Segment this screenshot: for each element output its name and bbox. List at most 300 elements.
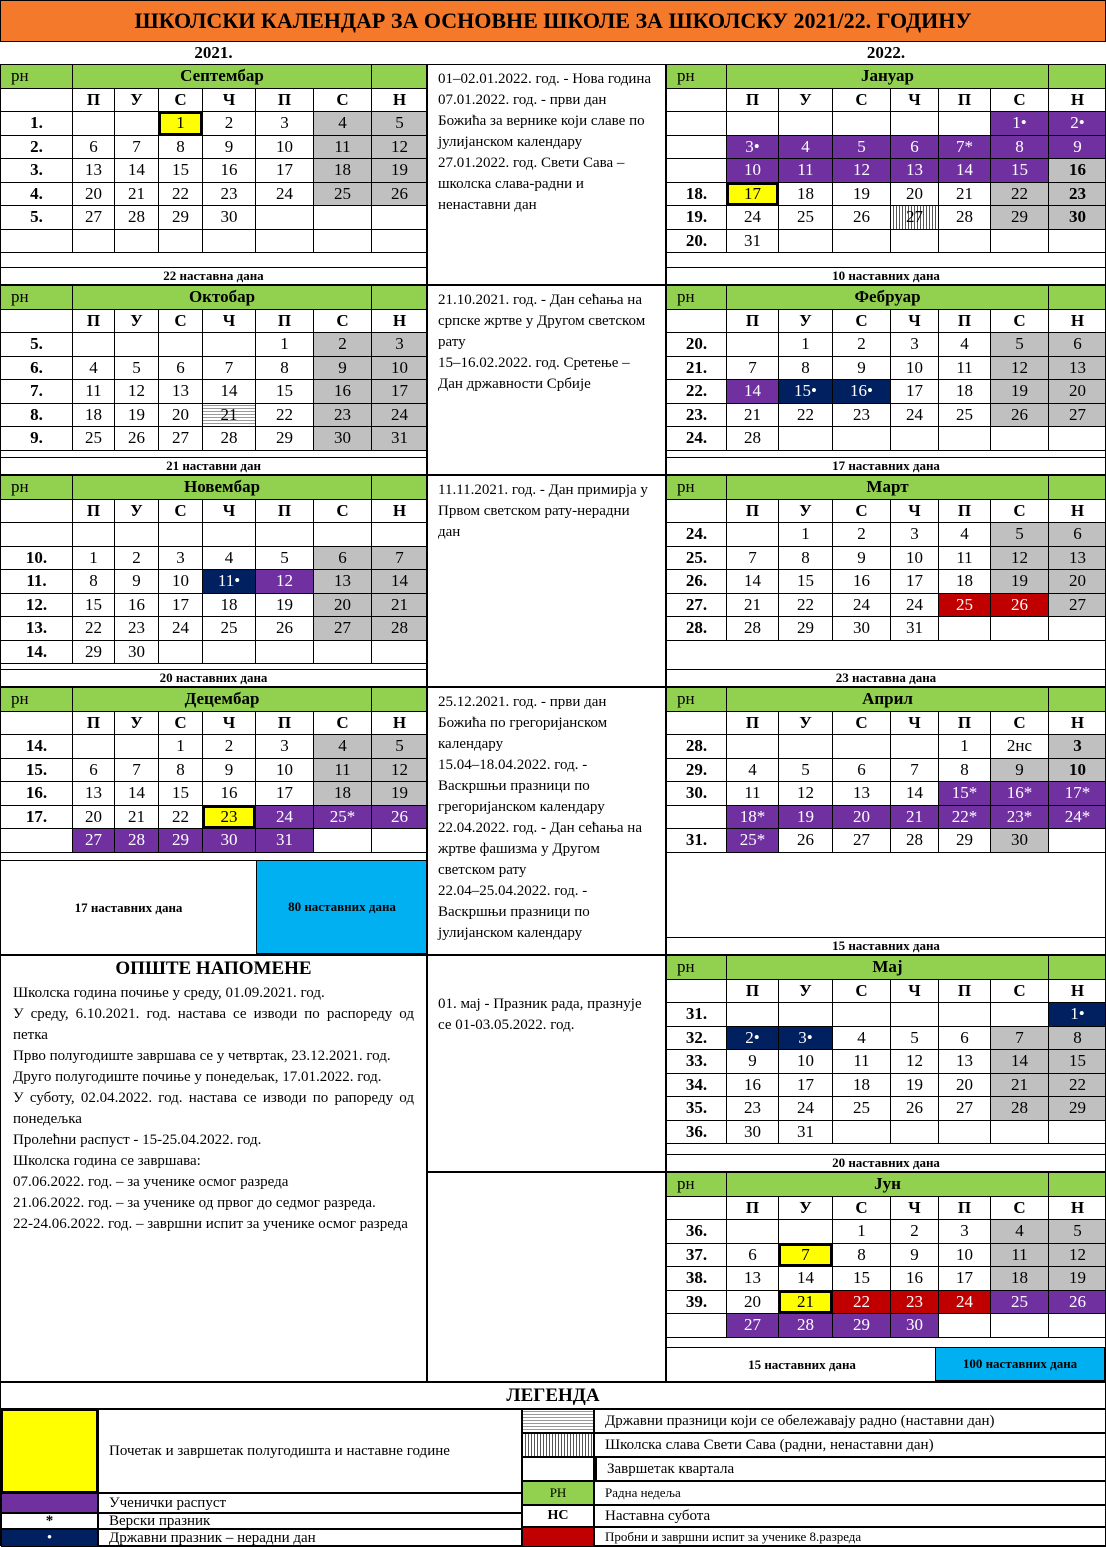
day-cell: 26: [1048, 1290, 1106, 1315]
week-number: 8.: [0, 403, 73, 428]
day-cell: [726, 332, 779, 357]
day-cell: 14: [890, 781, 939, 806]
year-total: 100 наставних дана: [935, 1347, 1105, 1381]
day-header: У: [778, 979, 833, 1004]
day-cell: 14: [371, 569, 427, 594]
day-cell: 8: [158, 758, 203, 783]
day-cell: 16*: [990, 781, 1049, 806]
day-cell: 10: [158, 569, 203, 594]
general-note-line: Школска година се завршава:: [13, 1153, 201, 1169]
week-number: 33.: [666, 1049, 727, 1074]
day-cell: 29: [778, 616, 833, 641]
day-header: П: [938, 711, 991, 736]
day-cell: 10: [726, 158, 779, 183]
day-header: П: [726, 979, 779, 1004]
week-number: [666, 158, 727, 183]
day-cell: 10: [371, 356, 427, 381]
week-number: 1.: [0, 111, 73, 136]
day-cell: 17: [158, 593, 203, 618]
month-name: Децембар: [72, 687, 372, 712]
day-cell: [1048, 426, 1106, 451]
legend-swatch-yellow: [1, 1409, 98, 1493]
day-cell: 20: [158, 403, 203, 428]
month-name: Новембар: [72, 475, 372, 500]
day-cell: 12: [778, 781, 833, 806]
day-cell: 25: [313, 182, 372, 207]
day-cell: 4: [832, 1026, 891, 1051]
day-cell: 3•: [778, 1026, 833, 1051]
general-note-line: У суботу, 02.04.2022. год. настава се изводи по рапореду од понедељка: [13, 1090, 414, 1127]
day-cell: 9: [313, 356, 372, 381]
week-number: 10.: [0, 546, 73, 571]
day-cell: [1048, 616, 1106, 641]
day-cell: [72, 229, 115, 254]
day-cell: 14: [114, 158, 159, 183]
day-cell: 18: [202, 593, 256, 618]
week-number: 16.: [0, 781, 73, 806]
day-cell: 11: [778, 158, 833, 183]
rn-label: рн: [666, 955, 727, 980]
day-cell: 18: [938, 379, 991, 404]
day-cell: 2•: [726, 1026, 779, 1051]
day-cell: 1: [158, 734, 203, 759]
day-cell: [114, 229, 159, 254]
legend-swatch-hatch: [522, 1409, 594, 1433]
week-number: 14.: [0, 734, 73, 759]
day-cell: 2: [313, 332, 372, 357]
day-cell: 13: [72, 158, 115, 183]
day-cell: 10: [890, 546, 939, 571]
day-header: Ч: [202, 711, 256, 736]
week-number: 38.: [666, 1266, 727, 1291]
day-cell: 6: [72, 758, 115, 783]
day-header: С: [313, 309, 372, 334]
day-cell: 16•: [832, 379, 891, 404]
legend-heading: ЛЕГЕНДА: [1, 1383, 1105, 1409]
day-cell: [1048, 1313, 1106, 1338]
day-cell: [114, 111, 159, 136]
day-cell: 26: [990, 403, 1049, 428]
day-cell: 23: [832, 403, 891, 428]
day-cell: [990, 1002, 1049, 1027]
day-cell: [990, 426, 1049, 451]
day-header: П: [72, 309, 115, 334]
day-cell: 25: [832, 1096, 891, 1121]
day-cell: [938, 426, 991, 451]
day-cell: 14: [938, 158, 991, 183]
day-cell: 10: [1048, 758, 1106, 783]
day-cell: 25: [938, 593, 991, 618]
blank: [666, 1196, 727, 1221]
day-header: У: [778, 711, 833, 736]
day-cell: 8: [990, 135, 1049, 160]
day-cell: 22*: [938, 805, 991, 830]
week-number: 37.: [666, 1243, 727, 1268]
week-number: 2.: [0, 135, 73, 160]
day-cell: 29: [990, 205, 1049, 230]
note-empty: [427, 1172, 666, 1382]
blank: [0, 309, 73, 334]
rn-label: рн: [666, 687, 727, 712]
day-cell: 6: [726, 1243, 779, 1268]
day-cell: 25: [72, 426, 115, 451]
month-name: Фебруар: [726, 285, 1049, 310]
day-cell: 22: [158, 182, 203, 207]
day-cell: [778, 426, 833, 451]
day-cell: 17: [890, 569, 939, 594]
day-header: П: [938, 979, 991, 1004]
day-cell: 28: [890, 828, 939, 853]
day-cell: 11: [313, 135, 372, 160]
general-note-line: Школска година почиње у среду, 01.09.2021. год.: [13, 985, 325, 1001]
day-cell: [990, 1120, 1049, 1145]
day-cell: 19: [832, 182, 891, 207]
week-number: 39.: [666, 1290, 727, 1315]
legend-start-end: Почетак и завршетак полугодишта и наставне године: [98, 1409, 522, 1493]
day-cell: 29: [158, 828, 203, 853]
day-cell: 21: [114, 805, 159, 830]
day-cell: 11: [726, 781, 779, 806]
day-cell: 6: [313, 546, 372, 571]
day-cell: 17: [938, 1266, 991, 1291]
month-name: Септембар: [72, 64, 372, 89]
day-cell: [778, 229, 833, 254]
day-cell: 2: [832, 332, 891, 357]
day-header: С: [832, 88, 891, 113]
day-cell: 13: [313, 569, 372, 594]
day-cell: [1048, 1120, 1106, 1145]
week-number: 24.: [666, 426, 727, 451]
day-header: С: [990, 1196, 1049, 1221]
day-header: П: [938, 499, 991, 524]
december-footer-left: 17 наставних дана: [1, 860, 256, 954]
day-cell: 15•: [778, 379, 833, 404]
day-cell: [313, 640, 372, 665]
header-spacer: [1048, 687, 1106, 712]
day-cell: 25: [990, 1290, 1049, 1315]
day-cell: 3: [158, 546, 203, 571]
day-cell: [890, 229, 939, 254]
legend-swatch-ns: НС: [522, 1505, 594, 1527]
day-cell: 8: [778, 356, 833, 381]
day-header: У: [114, 711, 159, 736]
day-header: П: [938, 88, 991, 113]
day-cell: 28: [938, 205, 991, 230]
day-cell: 19: [255, 593, 314, 618]
day-cell: 24: [938, 1290, 991, 1315]
day-cell: [990, 1313, 1049, 1338]
day-cell: 1: [255, 332, 314, 357]
day-cell: 29: [832, 1313, 891, 1338]
day-cell: 5: [255, 546, 314, 571]
day-cell: 4: [726, 758, 779, 783]
day-cell: [938, 616, 991, 641]
day-header: Н: [371, 499, 427, 524]
day-cell: 20: [938, 1073, 991, 1098]
day-cell: 26: [255, 616, 314, 641]
day-cell: 21: [778, 1290, 833, 1315]
day-cell: [726, 522, 779, 547]
week-number: 18.: [666, 182, 727, 207]
day-header: С: [832, 711, 891, 736]
day-cell: 3: [371, 332, 427, 357]
day-cell: 5: [1048, 1219, 1106, 1244]
day-header: С: [832, 499, 891, 524]
day-header: П: [255, 88, 314, 113]
day-header: С: [313, 88, 372, 113]
month-name: Март: [726, 475, 1049, 500]
day-header: С: [158, 88, 203, 113]
day-cell: 6: [158, 356, 203, 381]
week-number: 32.: [666, 1026, 727, 1051]
day-cell: 18: [313, 158, 372, 183]
day-cell: 26: [114, 426, 159, 451]
day-header: П: [255, 309, 314, 334]
day-cell: 9: [1048, 135, 1106, 160]
week-number: [666, 1313, 727, 1338]
day-cell: 8: [255, 356, 314, 381]
day-cell: 5: [990, 332, 1049, 357]
day-cell: 23: [890, 1290, 939, 1315]
month-footer: 20 наставних дана: [667, 1154, 1105, 1171]
day-cell: 5: [114, 356, 159, 381]
day-cell: 14: [202, 379, 256, 404]
day-header: Ч: [202, 88, 256, 113]
day-cell: 1: [938, 734, 991, 759]
day-cell: [890, 1002, 939, 1027]
day-cell: 21: [990, 1073, 1049, 1098]
general-note-line: 21.06.2022. год. – за ученике од првог до седмог разреда.: [13, 1195, 376, 1211]
day-header: П: [72, 711, 115, 736]
day-cell: 5: [990, 522, 1049, 547]
day-header: П: [938, 309, 991, 334]
day-cell: 10: [778, 1049, 833, 1074]
week-number: 5.: [0, 205, 73, 230]
day-cell: 26: [778, 828, 833, 853]
day-cell: 7: [114, 758, 159, 783]
note-september: 01–02.01.2022. год. - Нова година 07.01.2022. год. - први дан Божића за вернике који славе по јулијанском календару 27.01.2022. год. Свети Сава – школска слава-радни и ненаставни дан: [427, 64, 666, 285]
day-cell: 30: [832, 616, 891, 641]
day-cell: [726, 1219, 779, 1244]
day-cell: 10: [255, 758, 314, 783]
week-number: 31.: [666, 1002, 727, 1027]
day-cell: 6: [72, 135, 115, 160]
day-cell: 26: [371, 182, 427, 207]
day-cell: 4: [72, 356, 115, 381]
rn-label: рн: [666, 64, 727, 89]
day-cell: 24: [371, 403, 427, 428]
day-cell: 22: [832, 1290, 891, 1315]
day-cell: 5: [371, 734, 427, 759]
week-number: [666, 805, 727, 830]
day-cell: 13: [158, 379, 203, 404]
day-header: Н: [1048, 711, 1106, 736]
legend-exam: Пробни и завршни испит за ученике 8.разреда: [594, 1527, 1106, 1547]
day-cell: 24: [890, 593, 939, 618]
day-cell: 30: [1048, 205, 1106, 230]
day-header: Ч: [890, 88, 939, 113]
day-cell: 4: [938, 332, 991, 357]
rn-label: рн: [0, 475, 73, 500]
header-spacer: [1048, 955, 1106, 980]
day-header: Н: [1048, 979, 1106, 1004]
day-cell: 4: [938, 522, 991, 547]
legend-swatch-navy: •: [1, 1529, 98, 1547]
month-footer: 20 наставних дана: [1, 669, 426, 686]
legend-religious: Верски празник: [98, 1513, 522, 1529]
week-number: 6.: [0, 356, 73, 381]
day-cell: 23: [313, 403, 372, 428]
day-cell: [158, 640, 203, 665]
day-cell: 23: [726, 1096, 779, 1121]
day-header: У: [778, 309, 833, 334]
day-header: С: [158, 499, 203, 524]
day-header: П: [726, 1196, 779, 1221]
day-cell: 20: [313, 593, 372, 618]
day-cell: 28: [778, 1313, 833, 1338]
day-header: Ч: [890, 979, 939, 1004]
day-cell: 11: [72, 379, 115, 404]
day-cell: 13: [72, 781, 115, 806]
day-header: Ч: [890, 309, 939, 334]
day-cell: 17: [726, 182, 779, 207]
day-header: С: [990, 499, 1049, 524]
header-spacer: [371, 475, 427, 500]
day-cell: [371, 828, 427, 853]
day-cell: 3: [1048, 734, 1106, 759]
day-cell: 8: [778, 546, 833, 571]
day-cell: 28: [202, 426, 256, 451]
day-cell: 8: [1048, 1026, 1106, 1051]
day-cell: 2: [832, 522, 891, 547]
day-cell: [202, 522, 256, 547]
day-cell: 13: [890, 158, 939, 183]
day-cell: [990, 616, 1049, 641]
month-footer: 23 наставна дана: [667, 669, 1105, 686]
day-cell: 24*: [1048, 805, 1106, 830]
day-cell: [371, 522, 427, 547]
day-cell: 11•: [202, 569, 256, 594]
week-number: 28.: [666, 616, 727, 641]
day-cell: 2: [202, 734, 256, 759]
day-cell: 1: [778, 522, 833, 547]
day-cell: 14: [990, 1049, 1049, 1074]
week-number: 20.: [666, 229, 727, 254]
day-header: С: [990, 309, 1049, 334]
day-header: Ч: [890, 499, 939, 524]
day-cell: [726, 1002, 779, 1027]
day-cell: 28: [990, 1096, 1049, 1121]
legend-state: Државни празник – нерадни дан: [98, 1529, 522, 1547]
day-cell: 25: [778, 205, 833, 230]
day-cell: 22: [158, 805, 203, 830]
day-cell: 9: [832, 356, 891, 381]
day-cell: 7: [202, 356, 256, 381]
day-cell: 27: [890, 205, 939, 230]
day-cell: 27: [72, 205, 115, 230]
day-cell: [938, 1120, 991, 1145]
day-cell: 15: [990, 158, 1049, 183]
blank: [0, 711, 73, 736]
week-number: 9.: [0, 426, 73, 451]
day-cell: 13: [726, 1266, 779, 1291]
day-cell: 13: [1048, 546, 1106, 571]
year-right: 2022.: [866, 43, 906, 62]
day-header: П: [726, 499, 779, 524]
week-number: 15.: [0, 758, 73, 783]
day-cell: 5: [890, 1026, 939, 1051]
header-spacer: [1048, 285, 1106, 310]
day-cell: 21: [371, 593, 427, 618]
month-footer: 22 наставна дана: [1, 267, 426, 284]
day-cell: 18: [778, 182, 833, 207]
day-header: Ч: [202, 499, 256, 524]
legend-break: Ученички распуст: [98, 1493, 522, 1513]
day-cell: 24: [890, 403, 939, 428]
week-number: 12.: [0, 593, 73, 618]
day-cell: [158, 332, 203, 357]
day-header: С: [158, 711, 203, 736]
day-cell: 20: [72, 182, 115, 207]
day-cell: 15: [1048, 1049, 1106, 1074]
day-cell: 21: [890, 805, 939, 830]
day-cell: [832, 734, 891, 759]
day-cell: 3: [255, 734, 314, 759]
week-number: [666, 135, 727, 160]
day-header: Н: [1048, 309, 1106, 334]
day-cell: 24: [778, 1096, 833, 1121]
month-panel: [0, 475, 427, 687]
month-name: Јун: [726, 1172, 1049, 1197]
day-cell: 18*: [726, 805, 779, 830]
day-cell: 23: [114, 616, 159, 641]
day-cell: 9: [726, 1049, 779, 1074]
day-cell: [313, 229, 372, 254]
blank: [666, 499, 727, 524]
day-header: С: [990, 88, 1049, 113]
year-left: 2021.: [194, 43, 233, 62]
day-header: С: [158, 309, 203, 334]
day-cell: 22: [778, 593, 833, 618]
day-cell: 11: [313, 758, 372, 783]
day-cell: 3: [938, 1219, 991, 1244]
day-cell: 7: [778, 1243, 833, 1268]
day-cell: [726, 734, 779, 759]
day-cell: 12: [890, 1049, 939, 1074]
legend-star: *: [1, 1513, 98, 1529]
week-number: 23.: [666, 403, 727, 428]
general-note-line: Прво полугодиште завршава се у четвртак, 23.12.2021. год.: [13, 1048, 391, 1064]
day-cell: 27: [72, 828, 115, 853]
day-cell: 19: [371, 158, 427, 183]
day-header: П: [255, 711, 314, 736]
week-number: 20.: [666, 332, 727, 357]
day-cell: 19: [890, 1073, 939, 1098]
month-name: Мај: [726, 955, 1049, 980]
day-cell: 27: [832, 828, 891, 853]
month-footer: 17 наставних дана: [667, 457, 1105, 474]
week-number: 7.: [0, 379, 73, 404]
day-cell: 29: [255, 426, 314, 451]
month-panel: [666, 1172, 1106, 1382]
day-header: У: [114, 499, 159, 524]
day-cell: 7: [990, 1026, 1049, 1051]
day-cell: 18: [832, 1073, 891, 1098]
day-cell: 11: [938, 546, 991, 571]
rn-label: рн: [0, 285, 73, 310]
day-header: Ч: [890, 1196, 939, 1221]
month-footer: 10 наставних дана: [667, 267, 1105, 284]
